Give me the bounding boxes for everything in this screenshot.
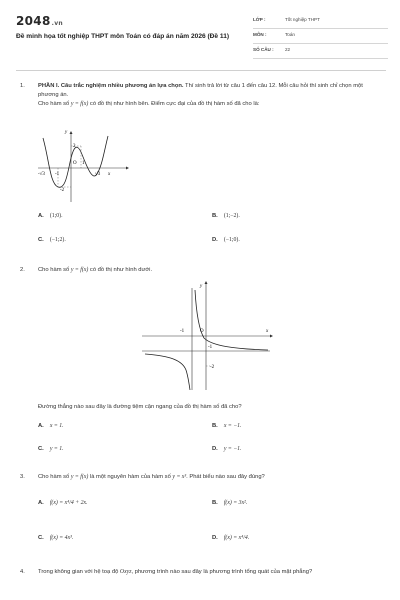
question-number: 2. (20, 267, 25, 273)
axis-label: x (108, 172, 111, 177)
question-text (38, 82, 378, 109)
option-label: D. (212, 446, 218, 452)
tick-label: √3 (95, 172, 101, 177)
option-c[interactable] (38, 535, 73, 541)
option-label: B. (212, 213, 218, 219)
option-a[interactable] (38, 423, 64, 429)
option-value: (−1;0). (223, 237, 240, 243)
meta-value: 22 (285, 47, 291, 52)
option-d[interactable] (212, 237, 240, 243)
option-label: B. (212, 423, 218, 429)
question-text (38, 266, 378, 275)
tick-label: -1 (180, 329, 185, 334)
question-text (38, 568, 378, 577)
x-axis-arrow-icon (270, 335, 273, 338)
meta-row-subject (253, 29, 388, 44)
meta-value: Tốt nghiệp THPT (285, 17, 320, 22)
option-value: (1;0). (49, 213, 63, 219)
stem-part: có đồ thị như hình bên. Điểm cực đại của đồ thị hàm số đã cho là: (88, 101, 260, 107)
question-number: 3. (20, 474, 25, 480)
function-expr: y = f(x) (70, 474, 89, 480)
header-divider (16, 70, 386, 71)
stem-part: Cho hàm số (38, 267, 71, 273)
function-expr: y = x³ (172, 474, 187, 480)
option-value: f(x) = 3x². (223, 500, 248, 506)
axis-label: y (200, 284, 203, 289)
stem-part: là một nguyên hàm của hàm số (88, 474, 173, 480)
tick-label: -√3 (38, 172, 45, 177)
logo-suffix: .vn (51, 20, 63, 27)
meta-key: LỚP : (253, 17, 266, 22)
option-label: C. (38, 237, 44, 243)
option-label: C. (38, 535, 44, 541)
x-axis-arrow-icon (126, 167, 129, 170)
q2-function-graph (140, 278, 275, 393)
option-value: (−1;2). (49, 237, 66, 243)
function-expr: y = f(x) (70, 267, 89, 273)
q1-function-graph (34, 124, 134, 204)
option-label: D. (212, 535, 218, 541)
stem-part: Trong không gian với hệ toạ độ (38, 569, 120, 575)
option-value: y = −1. (223, 446, 242, 452)
coordinate-system: Oxyz (119, 569, 132, 575)
meta-value: Toán (285, 32, 295, 37)
tick-label: O (73, 161, 77, 166)
stem-part: có đồ thị như hình dưới. (88, 267, 153, 273)
y-axis-arrow-icon (205, 281, 208, 284)
option-label: A. (38, 500, 44, 506)
section-heading: PHẦN I. Câu trắc nghiệm nhiều phương án lựa chọn. (38, 83, 184, 89)
stem-part: . Phát biểu nào sau đây đúng? (186, 474, 265, 480)
option-value: y = 1. (49, 446, 64, 452)
stem-part: , phương trình nào sau đây là phương trình tổng quát của mặt phẳng? (131, 569, 313, 575)
axis-label: x (266, 329, 269, 334)
option-label: D. (212, 237, 218, 243)
option-value: x = 1. (49, 423, 64, 429)
meta-key: MÔN : (253, 32, 267, 37)
question-text: Đường thẳng nào sau đây là đường tiệm cận ngang của đồ thị hàm số đã cho? (38, 404, 242, 410)
option-value: f(x) = x⁴/4 + 2x. (49, 500, 88, 506)
tick-label: -1 (208, 345, 213, 350)
option-b[interactable] (212, 213, 240, 219)
question-number: 1. (20, 83, 25, 89)
option-c[interactable] (38, 237, 66, 243)
option-a[interactable] (38, 500, 88, 506)
tick-label: O (200, 329, 204, 334)
option-label: A. (38, 423, 44, 429)
option-value: x = −1. (223, 423, 242, 429)
document-meta (253, 14, 388, 59)
tick-label: 1 (82, 161, 85, 166)
option-value: f(x) = x⁴/4. (223, 535, 250, 541)
document-title: Đề minh họa tốt nghiệp THPT môn Toán có đáp án năm 2026 (Đề 11) (16, 33, 230, 40)
function-expr: y = f(x) (70, 101, 89, 107)
question-text (38, 473, 378, 482)
option-label: C. (38, 446, 44, 452)
stem-part: Cho hàm số (38, 101, 71, 107)
option-label: A. (38, 213, 44, 219)
tick-label: 2 (73, 144, 76, 149)
logo-text: 2048 (16, 14, 51, 28)
option-label: B. (212, 500, 218, 506)
meta-row-count (253, 44, 388, 59)
option-d[interactable] (212, 535, 249, 541)
site-logo[interactable] (16, 14, 63, 28)
y-axis-arrow-icon (70, 131, 73, 134)
option-b[interactable] (212, 500, 247, 506)
axis-label: y (65, 130, 68, 135)
meta-row-class (253, 14, 388, 29)
section-intro: Thí sinh trả lời từ câu 1 đến câu 12. Mỗi câu hỏi thí sinh chỉ chọn một phương án. (38, 83, 363, 98)
question-number: 4. (20, 569, 25, 575)
stem-part: Cho hàm số (38, 474, 71, 480)
option-c[interactable] (38, 446, 64, 452)
option-b[interactable] (212, 423, 241, 429)
tick-label: -2 (60, 188, 65, 193)
page-header (0, 0, 400, 60)
option-value: (1;−2). (223, 213, 240, 219)
meta-key: SỐ CÂU : (253, 47, 274, 52)
option-value: f(x) = 4x³. (49, 535, 74, 541)
option-d[interactable] (212, 446, 241, 452)
tick-label: -1 (55, 172, 60, 177)
tick-label: -2 (210, 365, 215, 370)
curve-left-branch (145, 354, 190, 390)
option-a[interactable] (38, 213, 63, 219)
